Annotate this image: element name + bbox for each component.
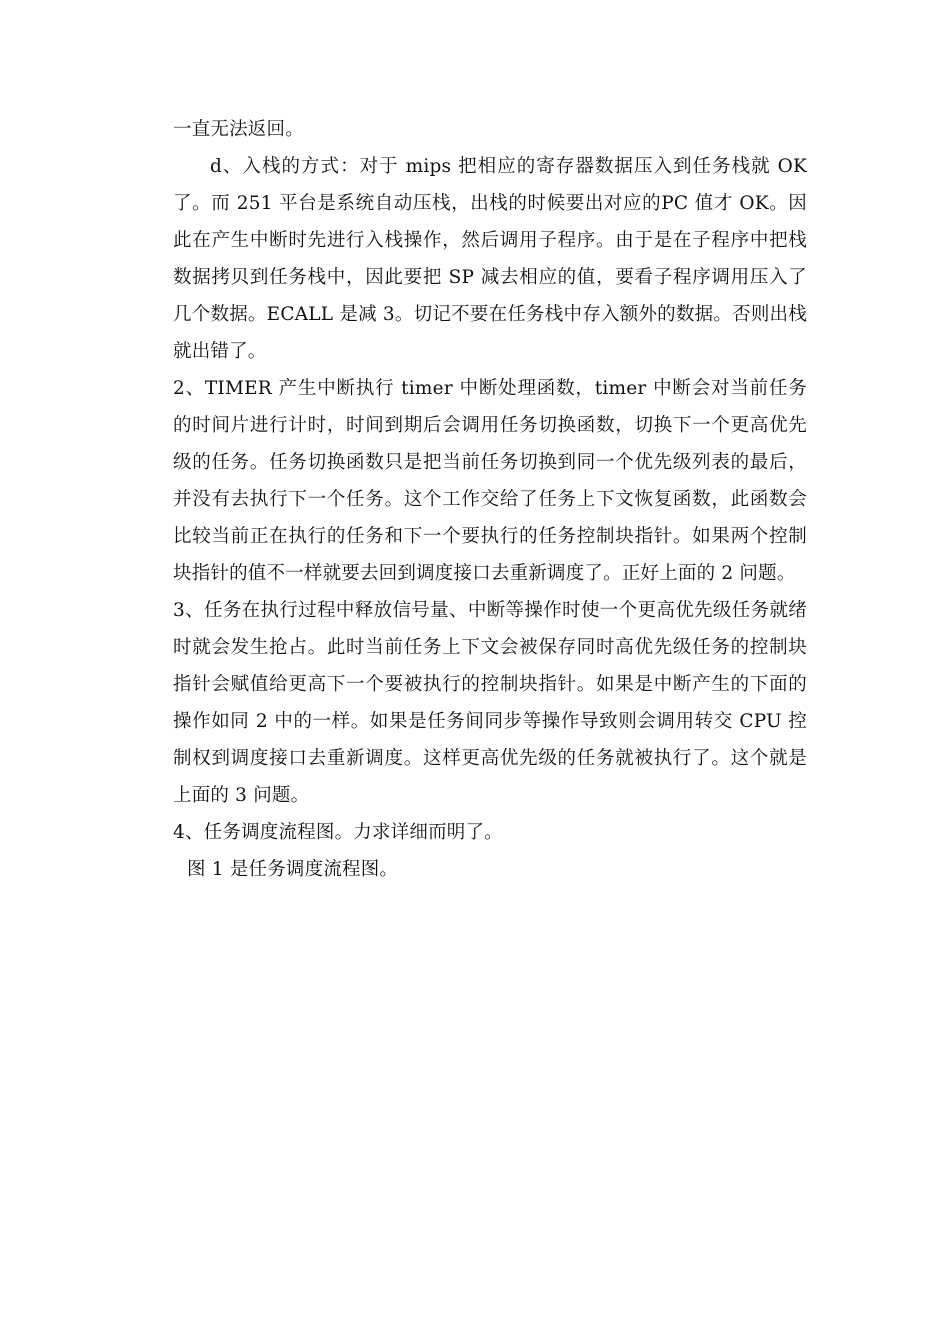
paragraph-flowchart-heading: 4、任务调度流程图。力求详细而明了。 xyxy=(173,822,503,843)
paragraph-figure-caption: 图 1 是任务调度流程图。 xyxy=(187,859,399,880)
document-body xyxy=(173,111,807,888)
paragraph-timer-interrupt: 2、TIMER 产生中断执行 timer 中断处理函数，timer 中断会对当前任务的时间片进行计时，时间到期后会调用任务切换函数，切换下一个更高优先级的任务。任务切换函数只是把当前任务切换到同一个优先级列表的最后，并没有去执行下一个任务。这个工作交给了任务上下文恢复函数，此函数会比较当前正在执行的任务和下一个要执行的任务控制块指针。如果两个控制块指针的值不一样就要去回到调度接口去重新调度了。正好上面的 2 问题。 xyxy=(173,378,807,584)
paragraph-preemption: 3、任务在执行过程中释放信号量、中断等操作时使一个更高优先级任务就绪时就会发生抢占。此时当前任务上下文会被保存同时高优先级任务的控制块指针会赋值给更高下一个要被执行的控制块指针。如果是中断产生的下面的操作如同 2 中的一样。如果是任务间同步等操作导致则会调用转交 CPU 控制权到调度接口去重新调度。这样更高优先级的任务就被执行了。这个就是上面的 3 问题。 xyxy=(173,600,807,806)
paragraph-push-stack: d、入栈的方式：对于 mips 把相应的寄存器数据压入到任务栈就 OK 了。而 251 平台是系统自动压栈，出栈的时候要出对应的PC 值才 OK。因此在产生中断时先进行入栈操作，然后调用子程序。由于是在子程序中把栈数据拷贝到任务栈中，因此要把 SP 减去相应的值，要看子程序调用压入了几个数据。ECALL 是减 3。切记不要在任务栈中存入额外的数据。否则出栈就出错了。 xyxy=(173,156,807,362)
paragraph-return: 一直无法返回。 xyxy=(173,119,304,140)
